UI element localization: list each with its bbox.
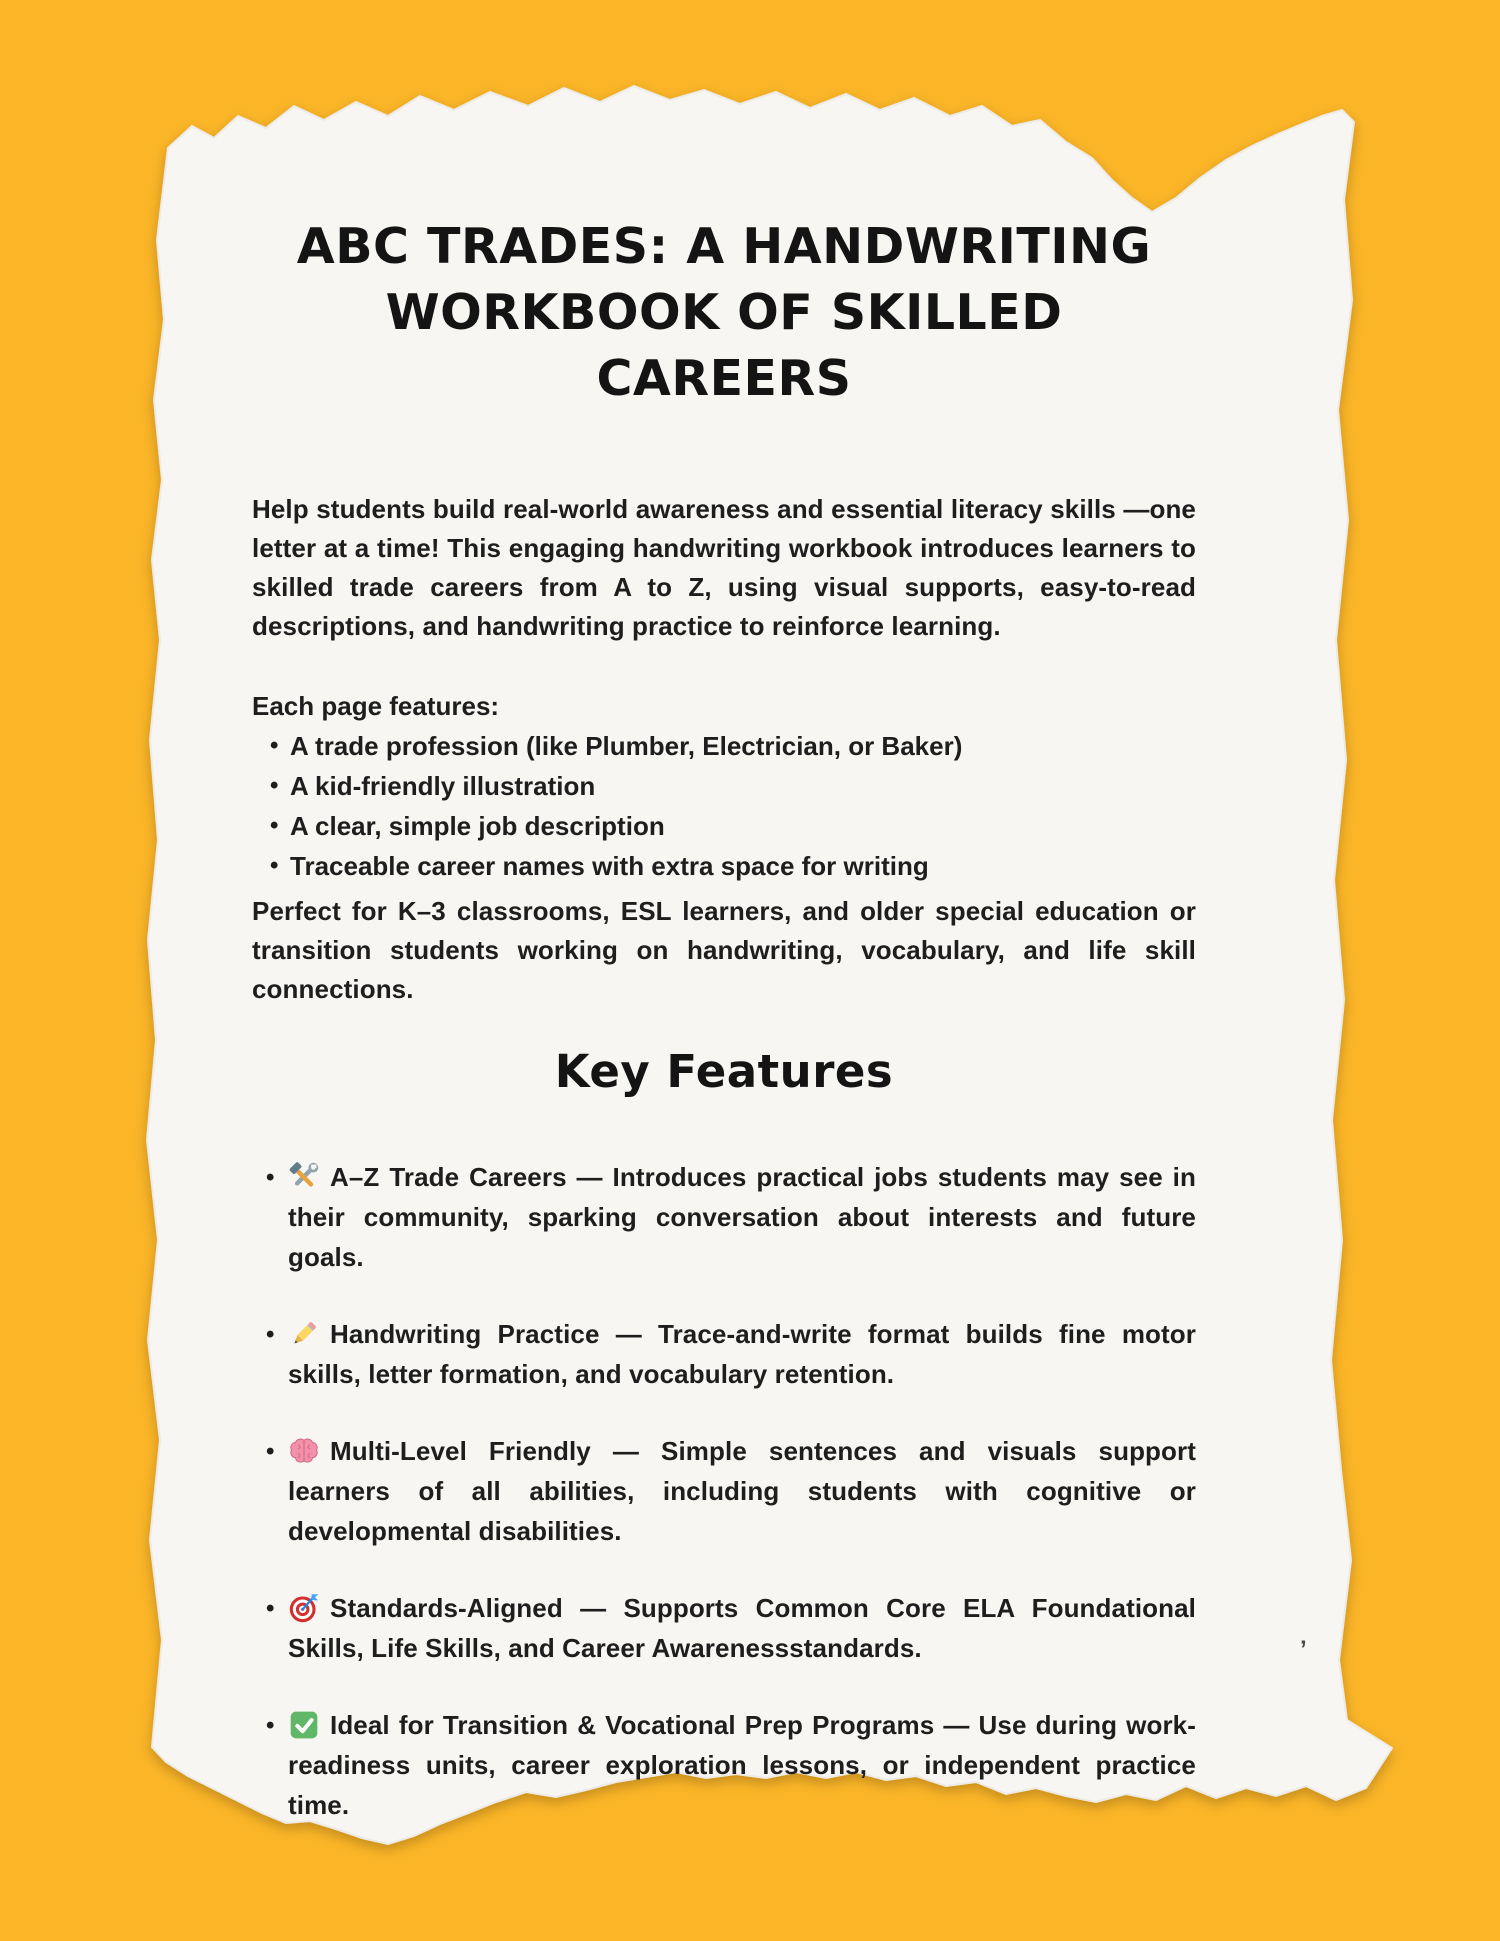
key-feature-text: Multi-Level Friendly — Simple sentences and visuals support learners of all abilities, including students with cognitive or developmental disabilities.: [288, 1436, 1196, 1546]
list-item: • A clear, simple job description: [290, 806, 1196, 846]
check-icon: [288, 1709, 320, 1741]
each-page-features-list: [252, 726, 1196, 886]
key-feature-item: [252, 1588, 1196, 1668]
key-feature-item: [252, 1157, 1196, 1277]
page-title-line-2: WORKBOOK OF SKILLED CAREERS: [385, 284, 1063, 407]
key-feature-text: Standards-Aligned — Supports Common Core ELA Foundational Skills, Life Skills, and Career Awarenessstandards.: [288, 1593, 1196, 1663]
tools-icon: [288, 1161, 320, 1193]
audience-paragraph: Perfect for K–3 classrooms, ESL learners, and older special education or transition students working on handwriting, vocabulary, and life skill connections.: [252, 896, 1196, 1004]
list-item: • A kid-friendly illustration: [290, 766, 1196, 806]
target-icon: [288, 1592, 320, 1624]
intro-paragraph: Help students build real-world awareness and essential literacy skills —one letter at a time! This engaging handwriting workbook introduces learners to skilled trade careers from A to Z, using visual supports, easy-to-read descriptions, and handwriting practice to reinforce learning.: [252, 494, 1196, 641]
key-feature-item: [252, 1431, 1196, 1551]
page-title-line-1: ABC TRADES: A HANDWRITING: [296, 218, 1152, 275]
flyer-content: [252, 214, 1196, 1862]
pencil-icon: [288, 1318, 320, 1350]
brain-icon: [288, 1435, 320, 1467]
each-page-features-label: Each page features:: [252, 691, 500, 721]
page-title: [252, 214, 1196, 412]
paper-speck: ’: [1300, 1636, 1307, 1663]
list-item: • A trade profession (like Plumber, Electrician, or Baker): [290, 726, 1196, 766]
key-features-list: [252, 1157, 1196, 1825]
key-features-heading: Key Features: [554, 1045, 894, 1098]
key-feature-text: A–Z Trade Careers — Introduces practical jobs students may see in their community, sparking conversation about interests and future goals.: [288, 1162, 1196, 1272]
key-feature-text: Handwriting Practice — Trace-and-write format builds fine motor skills, letter formation, and vocabulary retention.: [288, 1319, 1196, 1389]
key-feature-item: [252, 1314, 1196, 1394]
list-item: • Traceable career names with extra space for writing: [290, 846, 1196, 886]
key-feature-text: Ideal for Transition & Vocational Prep Programs — Use during work-readiness units, career exploration lessons, or independent practice time.: [288, 1710, 1196, 1820]
key-feature-item: [252, 1705, 1196, 1825]
